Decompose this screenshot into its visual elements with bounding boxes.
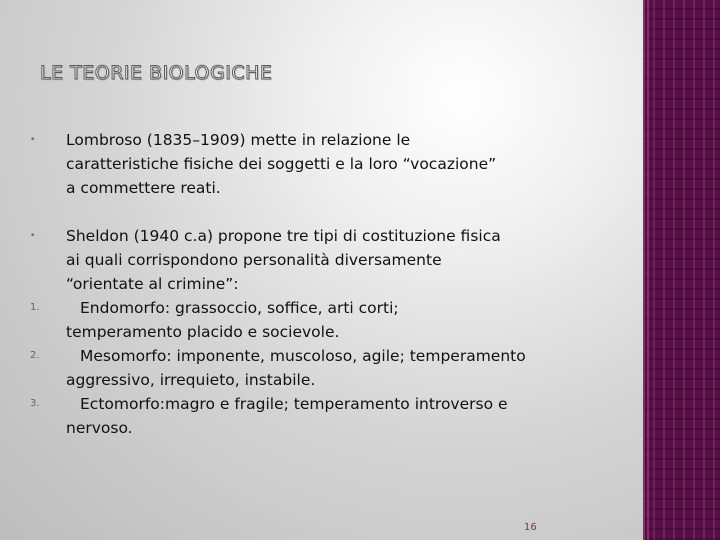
- bullet-marker: •: [30, 231, 36, 241]
- list-item-line: aggressivo, irrequieto, instabile.: [66, 371, 316, 389]
- bullet-line: caratteristiche fisiche dei soggetti e la loro “vocazione”: [66, 155, 497, 173]
- list-number: 2.: [30, 350, 40, 361]
- list-item-line: Ectomorfo:magro e fragile; temperamento introverso e: [80, 395, 508, 413]
- decorative-side-panel: [643, 0, 720, 540]
- list-number: 3.: [30, 398, 40, 409]
- bullet-lombroso: [0, 128, 620, 200]
- bullet-line: Lombroso (1835–1909) mette in relazione le: [66, 131, 411, 149]
- list-item-line: Mesomorfo: imponente, muscoloso, agile; temperamento: [80, 347, 526, 365]
- bullet-line: Sheldon (1940 c.a) propone tre tipi di costituzione fisica: [66, 227, 501, 245]
- slide-title: LE TEORIE BIOLOGICHE: [40, 62, 273, 84]
- bullet-sheldon: [0, 224, 620, 296]
- list-item-mesomorfo: [0, 344, 620, 392]
- list-item-endomorfo: [0, 296, 620, 344]
- slide-content: [0, 128, 620, 440]
- list-item-line: nervoso.: [66, 419, 133, 437]
- list-item-ectomorfo: [0, 392, 620, 440]
- bullet-marker: •: [30, 135, 36, 145]
- list-item-line: temperamento placido e socievole.: [66, 323, 340, 341]
- side-panel-border: [643, 0, 645, 540]
- bullet-line: a commettere reati.: [66, 179, 221, 197]
- bullet-line: ai quali corrispondono personalità diversamente: [66, 251, 442, 269]
- bullet-line: “orientate al crimine”:: [66, 275, 239, 293]
- list-item-line: Endomorfo: grassoccio, soffice, arti corti;: [80, 299, 399, 317]
- numbered-list: [0, 296, 620, 440]
- page-number: 16: [524, 522, 537, 533]
- list-number: 1.: [30, 302, 40, 313]
- side-panel-border: [647, 0, 649, 540]
